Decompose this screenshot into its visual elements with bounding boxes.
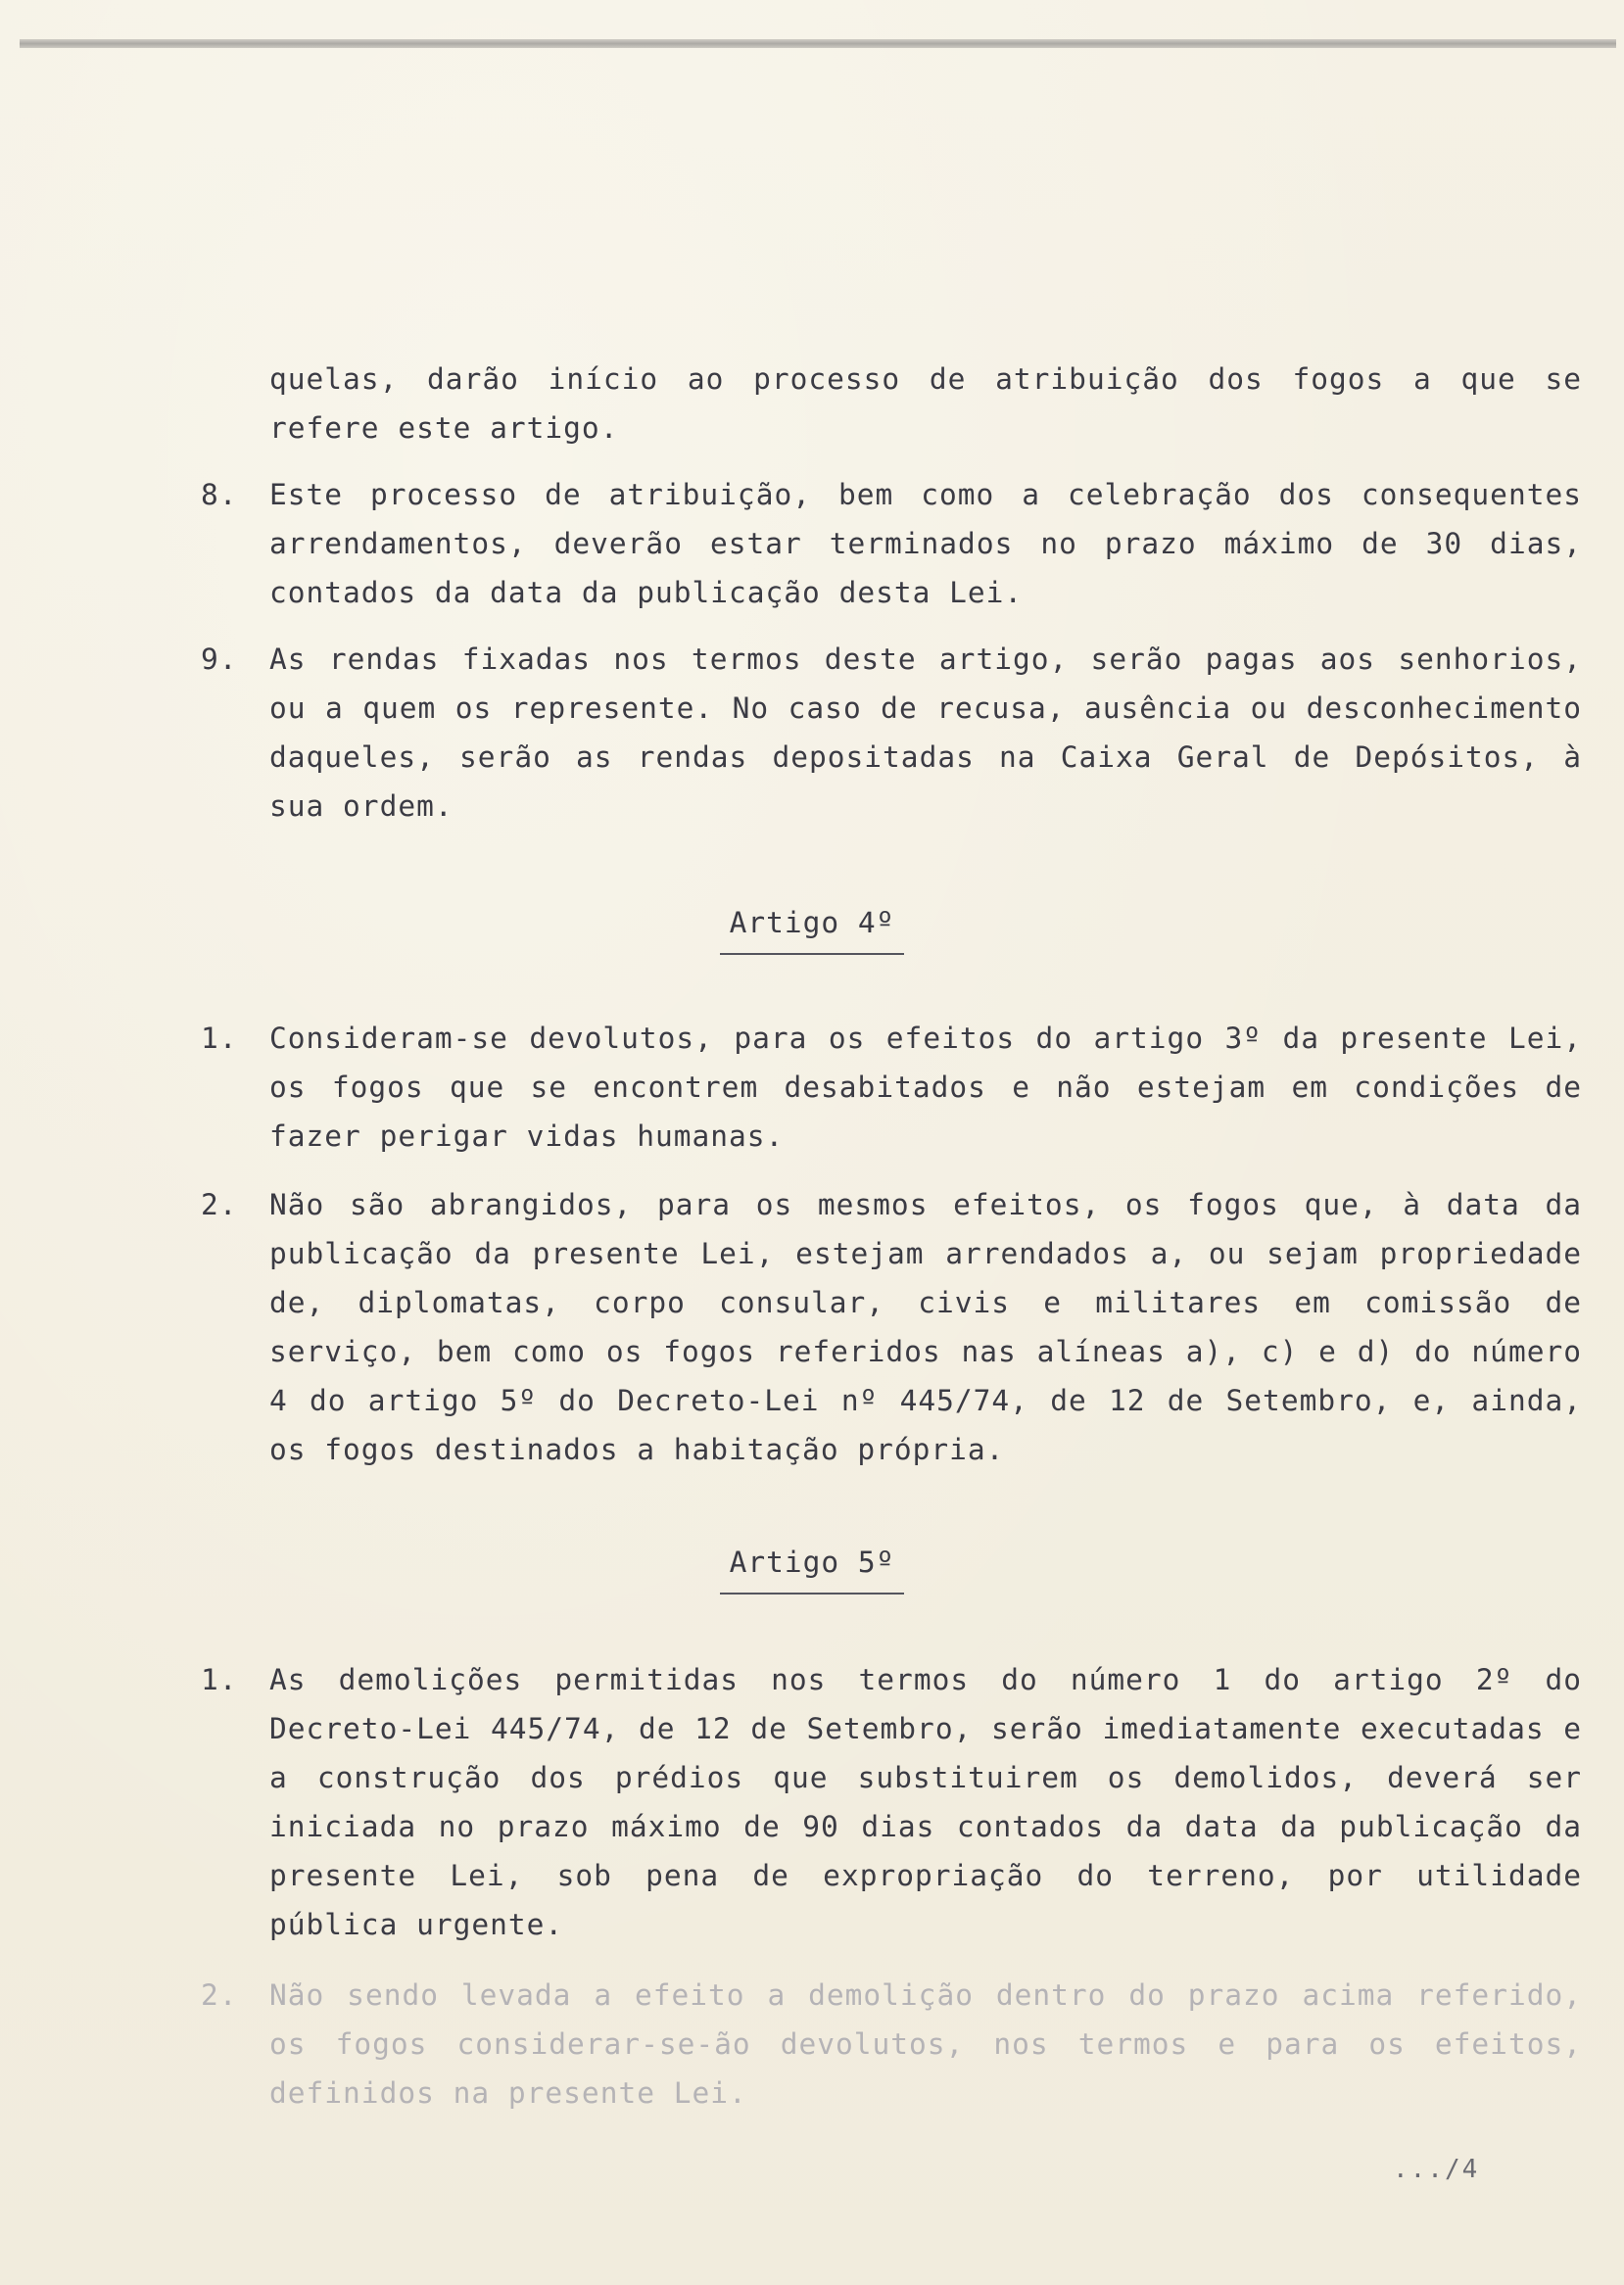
heading-text: Artigo 5º [720,1546,905,1595]
article-5-heading [0,1546,1624,1595]
list-item [201,635,1582,831]
list-item [201,1971,1582,2118]
item-number: 1. [201,1022,238,1055]
item-text: Este processo de atribuição, bem como a celebração dos consequentes arrendamentos, deverão estar terminados no prazo máximo de 30 dias, contados da data da publicação desta Lei. [269,478,1582,609]
paragraph-text: quelas, darão início ao processo de atribuição dos fogos a que se refere este artigo. [269,362,1582,445]
list-item [201,470,1582,617]
list-item [201,1180,1582,1474]
item-number: 1. [201,1663,238,1696]
item-number: 2. [201,1978,238,2012]
item-text: Não sendo levada a efeito a demolição dentro do prazo acima referido, os fogos considerar-se-ão devolutos, nos termos e para os efeitos, definidos na presente Lei. [269,1978,1582,2110]
item-text: As demolições permitidas nos termos do número 1 do artigo 2º do Decreto-Lei 445/74, de 12 de Setembro, serão imediatamente executadas e a construção dos prédios que substituirem os demolidos, deverá ser iniciada no prazo máximo de 90 dias contados da data da publicação da presente Lei, sob pena de expropriação do terreno, por utilidade pública urgente. [269,1663,1582,1941]
page-reference: .../4 [1393,2155,1480,2184]
item-text: Consideram-se devolutos, para os efeitos do artigo 3º da presente Lei, os fogos que se encontrem desabitados e não estejam em condições de fazer perigar vidas humanas. [269,1022,1582,1153]
list-item [201,1014,1582,1161]
item-text: As rendas fixadas nos termos deste artigo, serão pagas aos senhorios, ou a quem os represente. No caso de recusa, ausência ou desconhecimento daqueles, serão as rendas depositadas na Caixa Geral de Depósitos, à sua ordem. [269,643,1582,823]
item-number: 8. [201,478,238,511]
heading-text: Artigo 4º [720,906,905,955]
list-item [201,1655,1582,1949]
continuation-paragraph [201,355,1582,452]
item-text: Não são abrangidos, para os mesmos efeitos, os fogos que, à data da publicação da presente Lei, estejam arrendados a, ou sejam propriedade de, diplomatas, corpo consular, civis e militares em comissão de serviço, bem como os fogos referidos nas alíneas a), c) e d) do número 4 do artigo 5º do Decreto-Lei nº 445/74, de 12 de Setembro, e, ainda, os fogos destinados a habitação própria. [269,1188,1582,1466]
item-number: 2. [201,1188,238,1221]
top-rule [20,39,1616,48]
item-number: 9. [201,643,238,676]
article-4-heading [0,906,1624,955]
